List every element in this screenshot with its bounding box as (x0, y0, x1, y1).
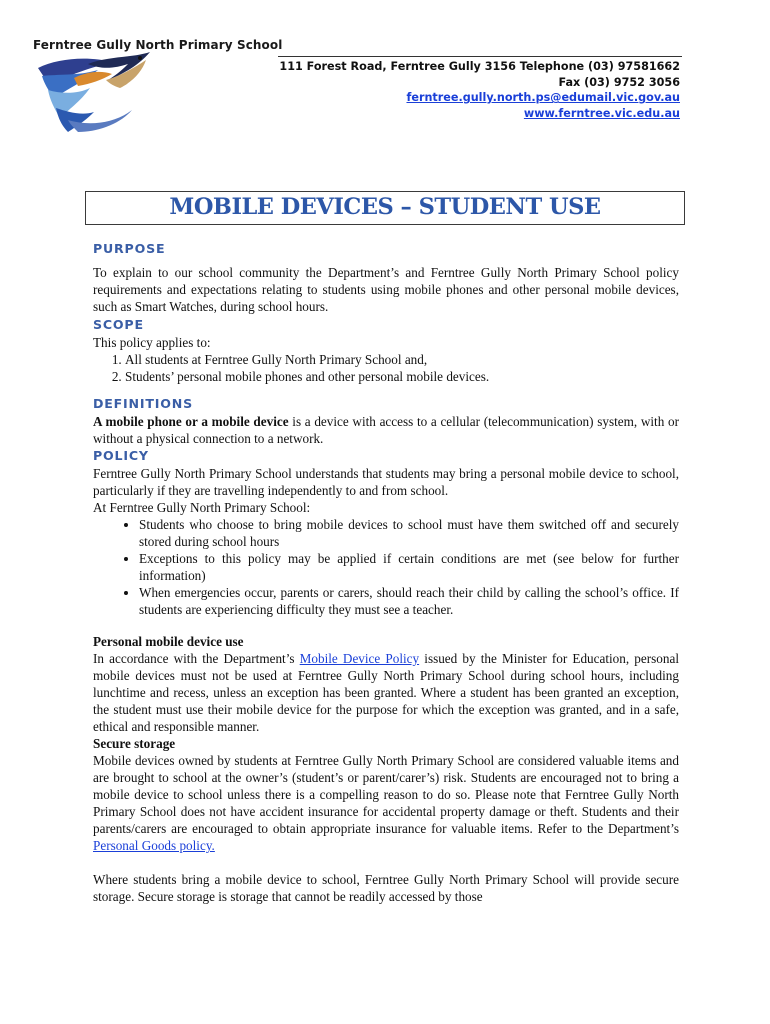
contact-block (279, 59, 680, 121)
mobile-device-policy-link[interactable]: Mobile Device Policy (299, 651, 420, 666)
secure-storage-text-start: Mobile devices owned by students at Ferntree Gully North Primary School are considered valuable items and are brought to school at the owner’s (student’s or parent/carer’s) risk. Students are encouraged not to bring a mobile device to school unless there is a compelling reason to do so. Please note that Ferntree Gully North Primary School does not have accident insurance for accidental property damage or theft. Students and their parents/carers are encouraged to obtain appropriate insurance for valuable items. Refer to the Department’s (93, 753, 679, 836)
purpose-text: To explain to our school community the Department’s and Ferntree Gully North Primary School policy requirements and expectations relating to students using mobile phones and other personal mobile devices, such as Smart Watches, during school hours. (93, 265, 679, 314)
list-item: • Students who choose to bring mobile devices to school must have them switched off and securely stored during school hours (139, 516, 679, 550)
address-phone: 111 Forest Road, Ferntree Gully 3156 Telephone (03) 97581662 (279, 60, 680, 73)
definitions-text (93, 413, 679, 447)
personal-use-heading: Personal mobile device use (93, 634, 244, 649)
personal-use-text-end: issued by the Minister for Education, personal mobile devices must not be used at Ferntree Gully North Primary School during school hours, including lunchtime and recess, unless an exception has been granted. Where a student has been granted an exception, the student must use their mobile device for the purpose for which the exception was granted, and in a safe, ethical and responsible manner. (93, 651, 679, 734)
school-logo-bird (28, 50, 168, 135)
policy-list (93, 516, 679, 618)
email-link[interactable]: ferntree.gully.north.ps@edumail.vic.gov.au (406, 91, 680, 105)
personal-use-text-start: In accordance with the Department’s (93, 651, 300, 666)
purpose-heading: PURPOSE (93, 241, 166, 256)
secure-storage-text-2: Where students bring a mobile device to school, Ferntree Gully North Primary School will provide secure storage. Secure storage is storage that cannot be readily accessed by those (93, 872, 679, 904)
list-item: 1. All students at Ferntree Gully North Primary School and, (125, 351, 679, 368)
definitions-heading: DEFINITIONS (93, 396, 193, 411)
policy-text: Ferntree Gully North Primary School understands that students may bring a personal mobile device to school, particularly if they are travelling independently to and from school. (93, 466, 679, 498)
document-title-box (85, 191, 685, 225)
scope-list (93, 351, 679, 385)
list-item: • When emergencies occur, parents or carers, should reach their child by calling the school’s office. If students are experiencing difficulty they must see a teacher. (139, 584, 679, 618)
secure-storage-heading: Secure storage (93, 736, 176, 751)
fax-number: Fax (03) 9752 3056 (558, 75, 680, 89)
list-item: 2. Students’ personal mobile phones and other personal mobile devices. (125, 368, 679, 385)
list-item: • Exceptions to this policy may be applied if certain conditions are met (see below for further information) (139, 550, 679, 584)
policy-heading: POLICY (93, 448, 149, 463)
header-divider (278, 56, 682, 57)
scope-heading: SCOPE (93, 317, 144, 332)
website-link[interactable]: www.ferntree.vic.edu.au (523, 106, 680, 120)
document-title: MOBILE DEVICES – STUDENT USE (169, 194, 601, 220)
definition-body: is a device with access to a cellular (telecommunication) system, with or without a physical connection to a network. (93, 414, 679, 446)
definition-term: A mobile phone or a mobile device (93, 414, 289, 429)
policy-intro: At Ferntree Gully North Primary School: (93, 500, 311, 515)
secure-storage-text (93, 752, 679, 854)
scope-intro: This policy applies to: (93, 335, 211, 350)
school-name: Ferntree Gully North Primary School (33, 38, 283, 52)
personal-goods-policy-link[interactable]: Personal Goods policy. (93, 838, 215, 853)
personal-use-text (93, 650, 679, 735)
policy-content (93, 240, 679, 905)
